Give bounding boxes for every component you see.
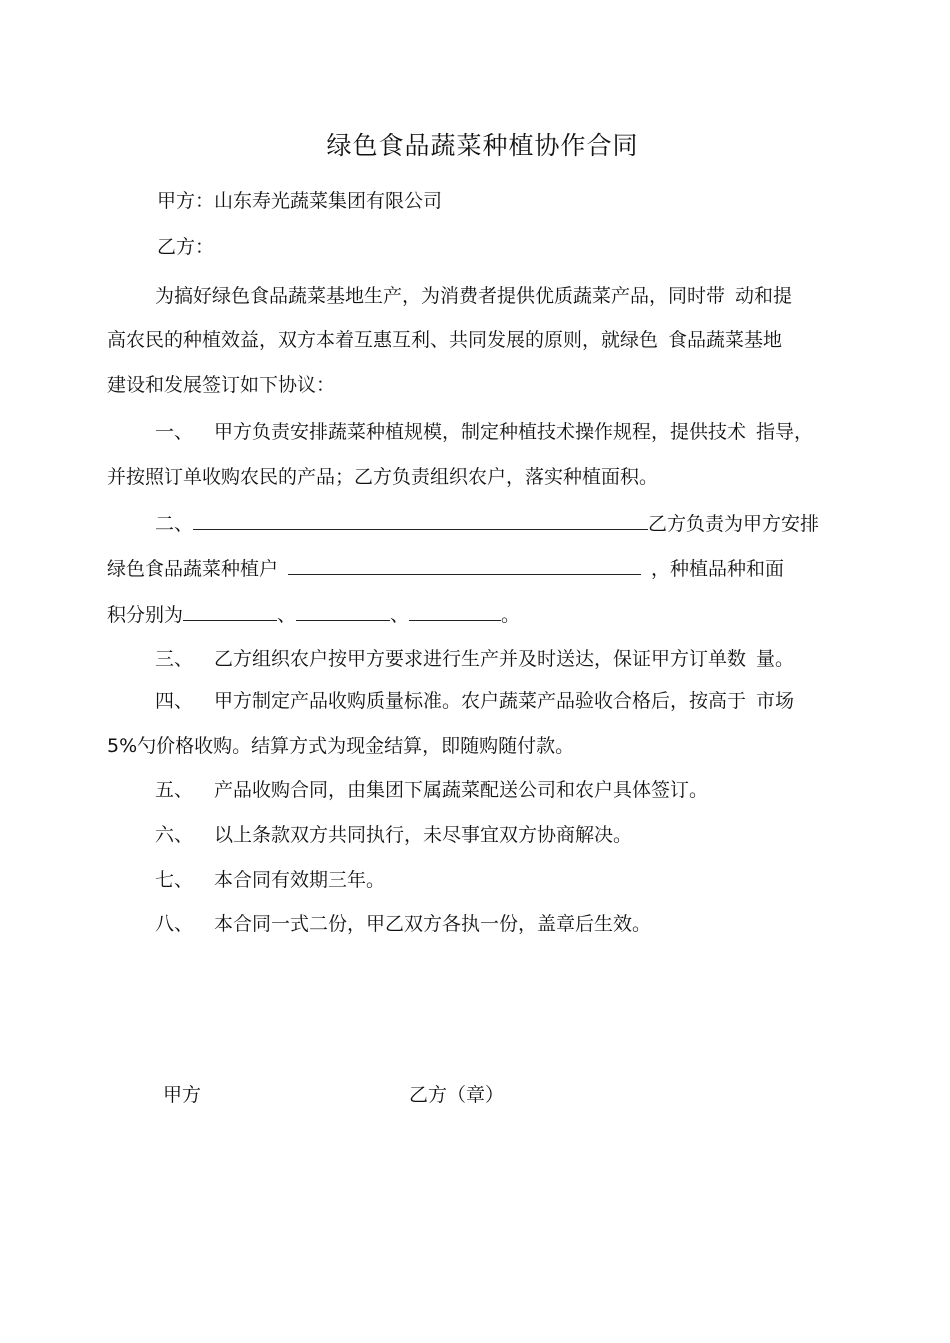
clause-number: 八、 xyxy=(155,913,194,935)
clause-2-line-1: 二、 乙方负责为甲方安排 xyxy=(155,509,819,538)
intro-line-2: 高农民的种植效益，双方本着互惠互利、共同发展的原则，就绿色 食品蔬菜基地 xyxy=(107,329,783,351)
clause-number: 二、 xyxy=(155,513,194,535)
clause-3: 三、 乙方组织农户按甲方要求进行生产并及时送达，保证甲方订单数 量。 xyxy=(155,645,794,673)
clause-number: 三、 xyxy=(155,648,194,670)
clause-4-line-1: 四、 甲方制定产品收购质量标准。农户蔬菜产品验收合格后，按高于 市场 xyxy=(155,687,794,715)
blank-field-variety-3[interactable] xyxy=(409,600,501,621)
clause-8: 八、 本合同一式二份，甲乙双方各执一份，盖章后生效。 xyxy=(155,910,651,938)
clause-number: 四、 xyxy=(155,690,194,712)
clause-number: 七、 xyxy=(155,869,194,891)
blank-field-variety-2[interactable] xyxy=(296,600,390,621)
clause-number: 六、 xyxy=(155,824,194,846)
clause-7: 七、 本合同有效期三年。 xyxy=(155,866,385,894)
blank-field-variety-1[interactable] xyxy=(183,600,277,621)
clause-1-line-2: 并按照订单收购农民的产品；乙方负责组织农户，落实种植面积。 xyxy=(107,466,659,488)
clause-6: 六、 以上条款双方共同执行，未尽事宜双方协商解决。 xyxy=(155,821,632,849)
clause-2-line-2: 绿色食品蔬菜种植户 ，种植品种和面 xyxy=(107,554,784,583)
signature-party-b: 乙方（章） xyxy=(409,1084,505,1106)
blank-field-party-b-unit[interactable] xyxy=(193,509,648,530)
clause-5: 五、 产品收购合同，由集团下属蔬菜配送公司和农户具体签订。 xyxy=(155,776,708,804)
clause-number: 一、 xyxy=(155,421,194,443)
party-a-line: 甲方：山东寿光蔬菜集团有限公司 xyxy=(157,190,443,212)
clause-1-line-1: 一、 甲方负责安排蔬菜种植规模，制定种植技术操作规程，提供技术 指导， xyxy=(155,418,813,446)
intro-line-3: 建设和发展签订如下协议： xyxy=(107,374,336,396)
intro-line-1: 为搞好绿色食品蔬菜基地生产，为消费者提供优质蔬菜产品，同时带 动和提 xyxy=(155,285,793,307)
clause-number: 五、 xyxy=(155,779,194,801)
contract-title: 绿色食品蔬菜种植协作合同 xyxy=(326,131,639,160)
clause-2-line-3: 积分别为 、 、 。 xyxy=(107,600,520,629)
clause-4-line-2: 5%勺价格收购。结算方式为现金结算，即随购随付款。 xyxy=(107,735,575,757)
blank-field-growers[interactable] xyxy=(288,554,641,575)
party-b-line: 乙方： xyxy=(157,236,215,258)
signature-party-a: 甲方 xyxy=(163,1084,202,1106)
